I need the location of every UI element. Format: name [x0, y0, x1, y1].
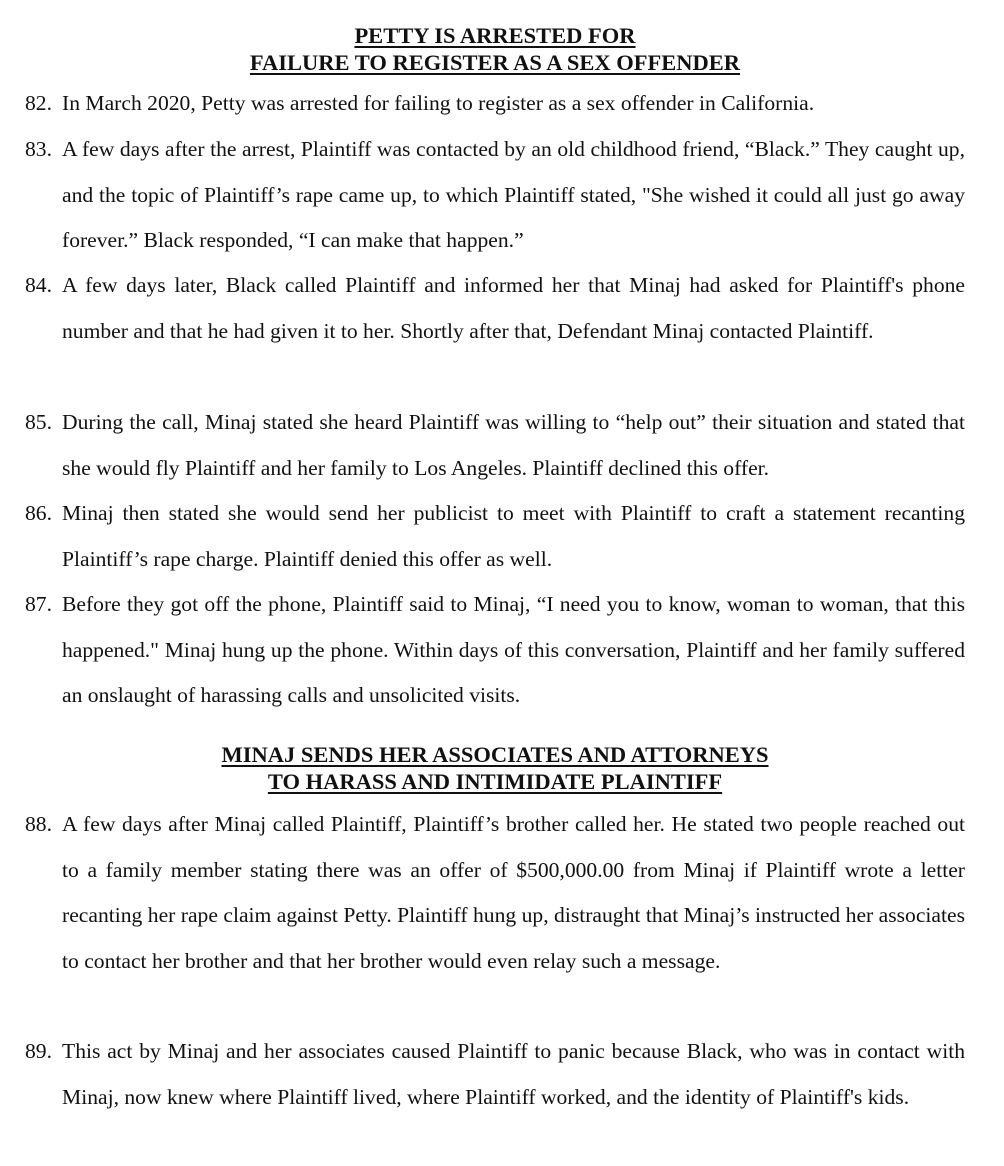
- paragraph-number: 86.: [25, 501, 52, 525]
- paragraph-text: Before they got off the phone, Plaintiff said to Minaj, “I need you to know, woman to woman, that this happened." Minaj hung up the phone. Within days of this conversation, Plaintiff and her family suffered an onslaught of harassing calls and unsolicited visits.: [62, 592, 965, 707]
- heading-line: FAILURE TO REGISTER AS A SEX OFFENDER: [249, 50, 741, 75]
- paragraph-85: [25, 400, 965, 491]
- heading-line: PETTY IS ARRESTED FOR: [354, 23, 636, 48]
- paragraph-87: [25, 582, 965, 719]
- paragraph-text: A few days after the arrest, Plaintiff was contacted by an old childhood friend, “Black.” They caught up, and the topic of Plaintiff’s rape came up, to which Plaintiff stated, "She wished it could all just go away forever.” Black responded, “I can make that happen.”: [62, 137, 965, 252]
- paragraph-text: During the call, Minaj stated she heard Plaintiff was willing to “help out” their situation and stated that she would fly Plaintiff and her family to Los Angeles. Plaintiff declined this offer.: [62, 410, 965, 480]
- paragraph-number: 85.: [25, 410, 52, 434]
- paragraph-text: A few days after Minaj called Plaintiff, Plaintiff’s brother called her. He stated two people reached out to a family member stating there was an offer of $500,000.00 from Minaj if Plaintiff wrote a letter recanting her rape claim against Petty. Plaintiff hung up, distraught that Minaj’s instructed her associates to contact her brother and that her brother would even relay such a message.: [62, 812, 965, 973]
- paragraph-text: Minaj then stated she would send her publicist to meet with Plaintiff to craft a statement recanting Plaintiff’s rape charge. Plaintiff denied this offer as well.: [62, 501, 965, 571]
- paragraph-86: [25, 491, 965, 582]
- section-heading-petty-arrested: [0, 22, 990, 76]
- paragraph-84: [25, 263, 965, 354]
- paragraph-89: [25, 1029, 965, 1120]
- paragraph-text: In March 2020, Petty was arrested for failing to register as a sex offender in California.: [62, 91, 815, 115]
- paragraph-number: 83.: [25, 137, 52, 161]
- section-heading-minaj-harass: [0, 741, 990, 795]
- paragraph-number: 87.: [25, 592, 52, 616]
- paragraph-83: [25, 127, 965, 264]
- paragraph-number: 82.: [25, 91, 52, 115]
- heading-line: MINAJ SENDS HER ASSOCIATES AND ATTORNEYS: [221, 742, 769, 767]
- paragraph-number: 88.: [25, 812, 52, 836]
- paragraph-text: This act by Minaj and her associates caused Plaintiff to panic because Black, who was in contact with Minaj, now knew where Plaintiff lived, where Plaintiff worked, and the identity of Plaintiff's kids.: [62, 1039, 965, 1109]
- paragraph-number: 89.: [25, 1039, 52, 1063]
- paragraph-88: [25, 802, 965, 984]
- paragraph-82: [25, 81, 965, 127]
- paragraph-number: 84.: [25, 273, 52, 297]
- heading-line: TO HARASS AND INTIMIDATE PLAINTIFF: [267, 769, 723, 794]
- paragraph-text: A few days later, Black called Plaintiff and informed her that Minaj had asked for Plaintiff's phone number and that he had given it to her. Shortly after that, Defendant Minaj contacted Plaintiff.: [62, 273, 965, 343]
